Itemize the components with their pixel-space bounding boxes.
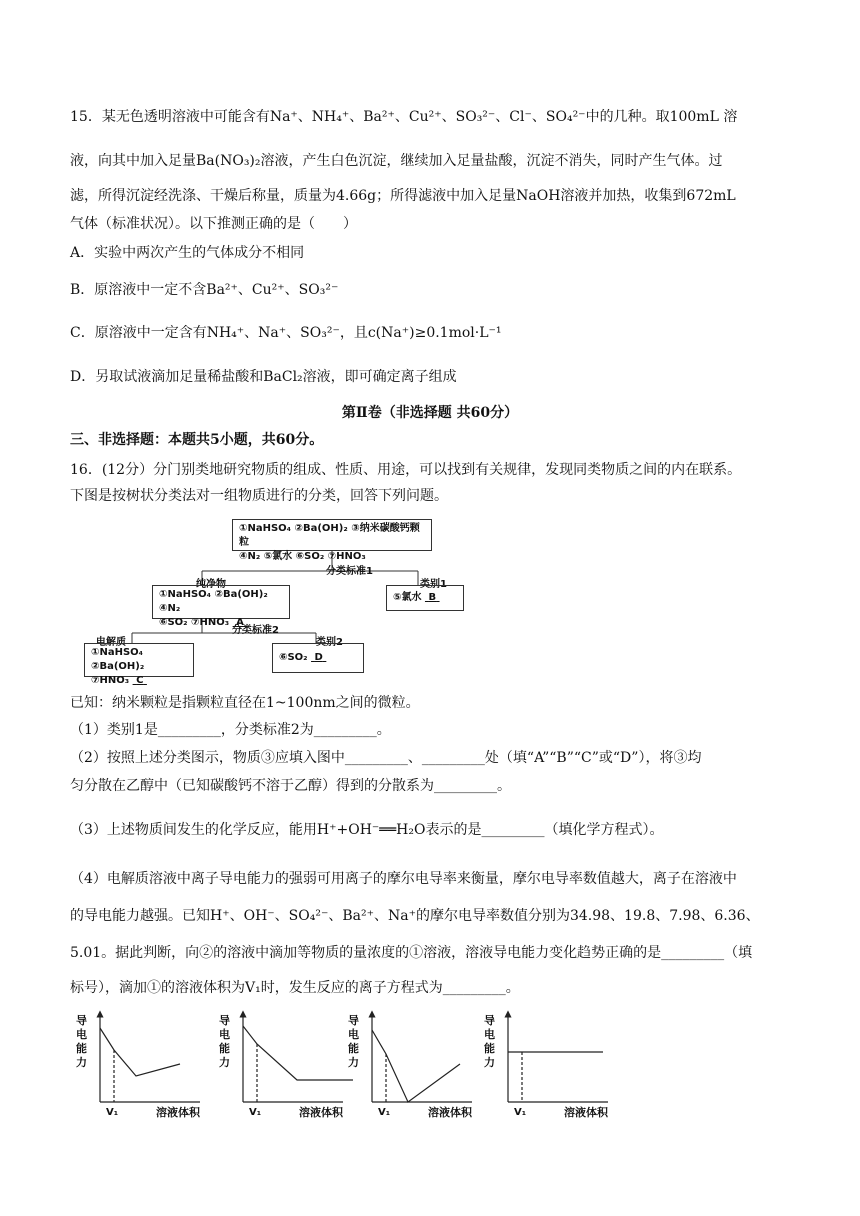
category-2-box: ⑥SO₂ D bbox=[272, 643, 364, 673]
q16-part-2-line1: （2）按照上述分类图示，物质③应填入图中_________、_________处（填“A”“B”“C”或“D”），将③均 bbox=[70, 750, 702, 766]
conductivity-graphs bbox=[0, 1010, 860, 1140]
q15-option-c: C．原溶液中一定含有NH₄⁺、Na⁺、SO₃²⁻，且c(Na⁺)≥0.1mol·L⁻¹ bbox=[70, 325, 502, 341]
v1-label: V₁ bbox=[249, 1107, 262, 1118]
q16-part-4-line4: 标号），滴加①的溶液体积为V₁时，发生反应的离子方程式为_________。 bbox=[70, 980, 520, 996]
y-axis-label-char: 导 bbox=[219, 1014, 230, 1027]
conductivity-graph-4 bbox=[484, 1013, 609, 1119]
y-axis-label-char: 电 bbox=[484, 1028, 495, 1041]
q16-part-3: （3）上述物质间发生的化学反应，能用H⁺+OH⁻══H₂O表示的是_________（填化学方程式）。 bbox=[70, 822, 664, 838]
conductivity-graph-3 bbox=[348, 1013, 473, 1119]
category-1-box: ⑤氯水 B bbox=[386, 585, 464, 611]
y-axis-label-char: 力 bbox=[348, 1056, 359, 1069]
conductivity-graph-1 bbox=[76, 1013, 201, 1119]
conductivity-curve bbox=[243, 1026, 353, 1080]
y-axis-label-char: 电 bbox=[76, 1028, 87, 1041]
y-axis-label-char: 能 bbox=[484, 1042, 495, 1055]
section-3-heading: 三、非选择题：本题共5小题，共60分。 bbox=[70, 432, 324, 448]
x-axis-label: 溶液体积 bbox=[564, 1106, 608, 1119]
y-axis-label-char: 能 bbox=[219, 1042, 230, 1055]
y-axis-label-char: 导 bbox=[348, 1014, 359, 1027]
q16-part-4-line1: （4）电解质溶液中离子导电能力的强弱可用离子的摩尔电导率来衡量，摩尔电导率数值越大，离子在溶液中 bbox=[70, 871, 737, 887]
v1-label: V₁ bbox=[106, 1107, 119, 1118]
y-axis-label-char: 力 bbox=[484, 1056, 495, 1069]
y-axis-label-char: 力 bbox=[76, 1056, 87, 1069]
conductivity-curve bbox=[100, 1028, 180, 1076]
x-axis-label: 溶液体积 bbox=[156, 1106, 200, 1119]
q15-stem-line4: 气体（标准状况）。以下推测正确的是（ ） bbox=[70, 216, 357, 232]
v1-label: V₁ bbox=[378, 1107, 391, 1118]
q16-known-note: 已知：纳米颗粒是指颗粒直径在1~100nm之间的微粒。 bbox=[70, 695, 420, 711]
x-axis-label: 溶液体积 bbox=[299, 1106, 343, 1119]
label-electrolyte: 电解质 bbox=[96, 637, 126, 648]
blank-b: B bbox=[428, 592, 437, 603]
q15-stem-line3: 滤，所得沉淀经洗涤、干燥后称量，质量为4.66g；所得滤液中加入足量NaOH溶液并加热，收集到672mL bbox=[70, 188, 736, 204]
q16-part-2-line2: 匀分散在乙醇中（已知碳酸钙不溶于乙醇）得到的分散系为_________。 bbox=[70, 778, 511, 794]
y-axis-label-char: 能 bbox=[76, 1042, 87, 1055]
label-category-2: 类别2 bbox=[316, 637, 343, 648]
y-axis-label-char: 导 bbox=[76, 1014, 87, 1027]
q16-stem-line1: 16．(12分）分门别类地研究物质的组成、性质、用途，可以找到有关规律，发现同类物质之间的内在联系。 bbox=[70, 462, 742, 478]
label-pure-substance: 纯净物 bbox=[196, 579, 226, 590]
q15-stem-line2: 液，向其中加入足量Ba(NO₃)₂溶液，产生白色沉淀，继续加入足量盐酸，沉淀不消失，同时产生气体。过 bbox=[70, 153, 723, 169]
y-axis-label-char: 导 bbox=[484, 1014, 495, 1027]
q15-option-b: B．原溶液中一定不含Ba²⁺、Cu²⁺、SO₃²⁻ bbox=[70, 282, 339, 298]
y-axis-label-char: 电 bbox=[348, 1028, 359, 1041]
x-axis-label: 溶液体积 bbox=[428, 1106, 472, 1119]
y-axis-label-char: 能 bbox=[348, 1042, 359, 1055]
conductivity-graph-2 bbox=[219, 1013, 353, 1119]
q15-stem-line1: 15．某无色透明溶液中可能含有Na⁺、NH₄⁺、Ba²⁺、Cu²⁺、SO₃²⁻、Cl⁻、SO₄²⁻中的几种。取100mL 溶 bbox=[70, 109, 738, 125]
part2-title: 第Ⅱ卷（非选择题 共60分） bbox=[341, 405, 519, 421]
q15-option-d: D．另取试液滴加足量稀盐酸和BaCl₂溶液，即可确定离子组成 bbox=[70, 369, 457, 385]
conductivity-curve bbox=[372, 1030, 460, 1102]
blank-c: C bbox=[136, 675, 144, 686]
blank-d: D bbox=[314, 652, 323, 663]
q16-part-4-line2: 的导电能力越强。已知H⁺、OH⁻、SO₄²⁻、Ba²⁺、Na⁺的摩尔电导率数值分别为34.98、19.8、7.98、6.36、 bbox=[70, 908, 760, 924]
q16-stem-line2: 下图是按树状分类法对一组物质进行的分类，回答下列问题。 bbox=[70, 488, 448, 504]
electrolyte-box: ①NaHSO₄ ②Ba(OH)₂ ⑦HNO₃ C bbox=[84, 643, 194, 677]
q16-part-1: （1）类别1是_________，分类标准2为_________。 bbox=[70, 722, 391, 738]
pure-substance-box: ①NaHSO₄ ②Ba(OH)₂ ④N₂ ⑥SO₂ ⑦HNO₃ A bbox=[152, 585, 290, 619]
classification-standard-1: 分类标准1 bbox=[326, 566, 373, 577]
q15-option-a: A．实验中两次产生的气体成分不相同 bbox=[70, 245, 305, 261]
classification-standard-2: 分类标准2 bbox=[232, 625, 279, 636]
tree-root-box: ①NaHSO₄ ②Ba(OH)₂ ③纳米碳酸钙颗粒 ④N₂ ⑤氯水 ⑥SO₂ ⑦HNO₃ bbox=[232, 519, 432, 551]
y-axis-label-char: 力 bbox=[219, 1056, 230, 1069]
label-category-1: 类别1 bbox=[420, 579, 447, 590]
y-axis-label-char: 电 bbox=[219, 1028, 230, 1041]
v1-label: V₁ bbox=[514, 1107, 527, 1118]
blank-a: A bbox=[236, 617, 244, 628]
q16-part-4-line3: 5.01。据此判断，向②的溶液中滴加等物质的量浓度的①溶液，溶液导电能力变化趋势正确的是_________（填 bbox=[70, 945, 753, 961]
